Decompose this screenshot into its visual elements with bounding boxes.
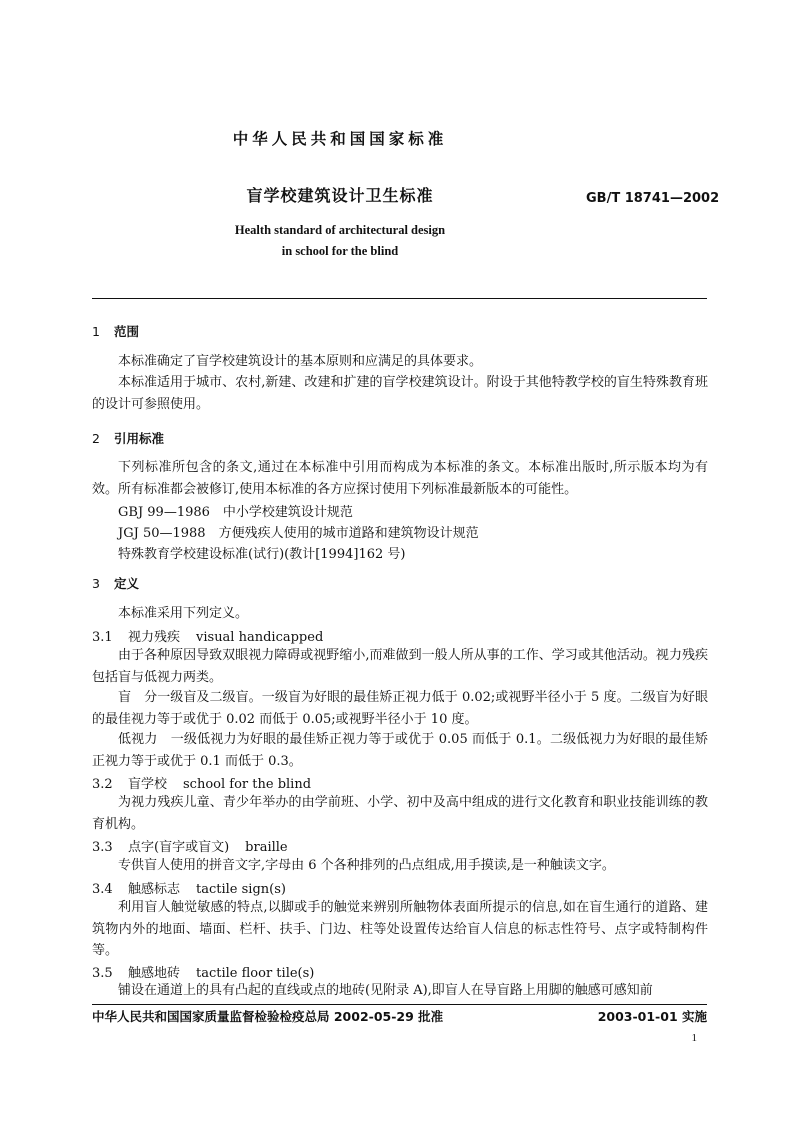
term-chinese: 触感标志 — [128, 882, 181, 897]
term-number: 3.2 — [92, 777, 113, 792]
english-title-line-1: Health standard of architectural design — [234, 223, 446, 237]
reference-item: 特殊教育学校建设标准(试行)(教计[1994]162 号) — [118, 547, 406, 562]
term-chinese: 盲学校 — [128, 777, 168, 792]
english-title-line-2: in school for the blind — [281, 244, 399, 258]
term-english: braille — [245, 840, 288, 855]
section-2-heading — [92, 429, 164, 447]
section-number: 1 — [92, 324, 100, 339]
approval-statement: 中华人民共和国国家质量监督检验检疫总局 2002-05-29 批准 — [92, 1009, 444, 1024]
standard-number: GB/T 18741—2002 — [586, 191, 720, 206]
term-3-2 — [92, 773, 311, 792]
term-3-1-definition: 由于各种原因导致双眼视力障碍或视野缩小,而难做到一般人所从事的工作、学习或其他活动。视力残疾包括盲与低视力两类。 — [92, 648, 708, 685]
section-2-paragraph-1: 下列标准所包含的条文,通过在本标准中引用而构成为本标准的条文。本标准出版时,所示版本均为有效。所有标准都会被修订,使用本标准的各方应探讨使用下列标准最新版本的可能性。 — [92, 460, 708, 497]
footer-divider — [92, 1004, 707, 1005]
effective-date: 2003-01-01 实施 — [597, 1009, 707, 1024]
section-1-paragraph-1: 本标准确定了盲学校建筑设计的基本原则和应满足的具体要求。 — [118, 354, 483, 369]
reference-item: GBJ 99—1986 中小学校建筑设计规范 — [118, 505, 353, 520]
term-3-1-low-vision: 低视力 一级低视力为好眼的最佳矫正视力等于或优于 0.05 而低于 0.1。二级低视力为好眼的最佳矫正视力等于或优于 0.1 而低于 0.3。 — [92, 732, 708, 769]
document-title: 盲学校建筑设计卫生标准 — [246, 186, 434, 205]
term-3-5-definition: 铺设在通道上的具有凸起的直线或点的地砖(见附录 A),即盲人在导盲路上用脚的触感可感知前 — [118, 983, 653, 998]
section-title: 范围 — [114, 324, 140, 339]
term-3-2-definition: 为视力残疾儿童、青少年举办的由学前班、小学、初中及高中组成的进行文化教育和职业技能训练的教育机构。 — [92, 795, 708, 832]
section-title: 定义 — [114, 576, 140, 591]
term-3-4 — [92, 878, 286, 897]
section-number: 2 — [92, 431, 100, 446]
section-3-intro: 本标准采用下列定义。 — [118, 606, 249, 621]
section-1-paragraph-2: 本标准适用于城市、农村,新建、改建和扩建的盲学校建筑设计。附设于其他特教学校的盲生特殊教育班的设计可参照使用。 — [92, 375, 708, 412]
term-english: tactile floor tile(s) — [196, 966, 315, 981]
term-number: 3.1 — [92, 630, 113, 645]
term-chinese: 视力残疾 — [128, 630, 181, 645]
term-3-3 — [92, 836, 288, 855]
term-3-1-blind: 盲 分一级盲及二级盲。一级盲为好眼的最佳矫正视力低于 0.02;或视野半径小于 5 度。二级盲为好眼的最佳视力等于或优于 0.02 而低于 0.05;或视野半径小于 10 度。 — [92, 690, 708, 727]
term-3-5 — [92, 962, 314, 981]
term-english: tactile sign(s) — [196, 882, 286, 897]
term-english: visual handicapped — [196, 630, 324, 645]
term-3-4-definition: 利用盲人触觉敏感的特点,以脚或手的触觉来辨别所触物体表面所提示的信息,如在盲生通行的道路、建筑物内外的地面、墙面、栏杆、扶手、门边、柱等处设置传达给盲人信息的标志性符号、点字或特制构件等。 — [92, 900, 708, 958]
section-1-heading — [92, 322, 139, 340]
header-divider — [92, 298, 707, 299]
section-3-heading — [92, 574, 139, 592]
term-english: school for the blind — [183, 777, 312, 792]
reference-item: JGJ 50—1988 方便残疾人使用的城市道路和建筑物设计规范 — [118, 526, 479, 541]
term-number: 3.5 — [92, 966, 113, 981]
term-3-1 — [92, 626, 323, 645]
term-chinese: 点字(盲字或盲文) — [128, 840, 230, 855]
page-number: 1 — [691, 1032, 697, 1044]
section-title: 引用标准 — [114, 431, 165, 446]
term-number: 3.4 — [92, 882, 113, 897]
section-number: 3 — [92, 576, 100, 591]
term-chinese: 触感地砖 — [128, 966, 181, 981]
national-standard-heading: 中华人民共和国国家标准 — [232, 130, 448, 148]
term-number: 3.3 — [92, 840, 113, 855]
term-3-3-definition: 专供盲人使用的拼音文字,字母由 6 个各种排列的凸点组成,用手摸读,是一种触读文字。 — [118, 858, 615, 873]
